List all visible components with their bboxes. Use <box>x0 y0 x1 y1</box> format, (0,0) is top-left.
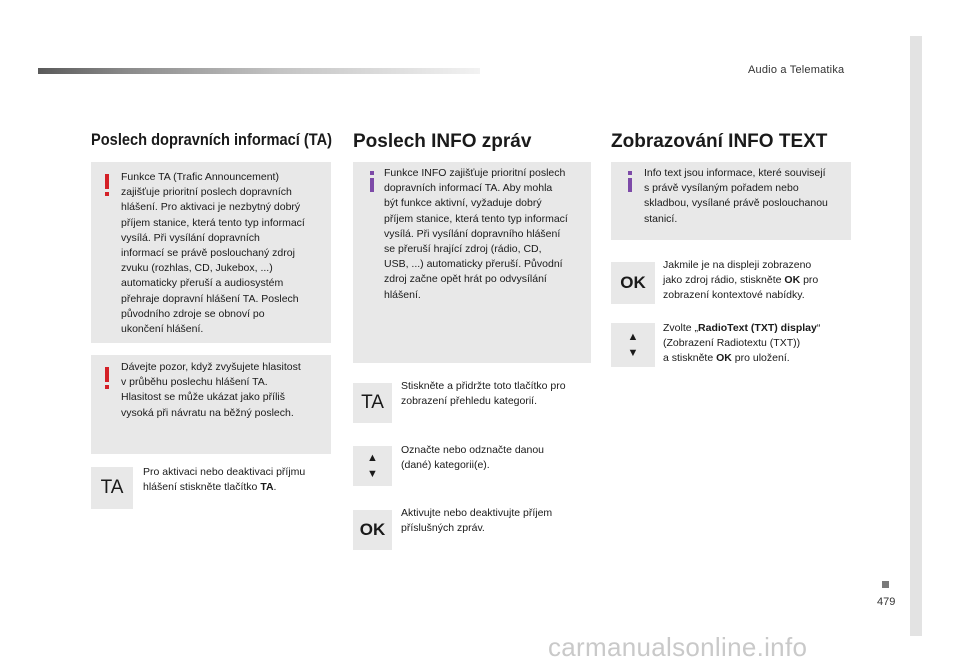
col3-info-text: Info text jsou informace, které souvisejí s právě vysílaným pořadem nebo skladbou, vysílané právě poslouchanou stanicí. <box>644 167 828 225</box>
warning-icon-dot <box>105 192 109 196</box>
warning-icon-dot <box>105 385 109 389</box>
col1-warning-text-2: Dávejte pozor, když zvyšujete hlasitost v průběhu poslechu hlášení TA. Hlasitost se může ukázat jako příliš vysoká při návratu na běžný poslech. <box>121 361 301 419</box>
col1-warning-box-1 <box>91 162 331 343</box>
arrow-down-icon: ▼ <box>367 467 378 480</box>
page-marker <box>882 581 889 588</box>
ta-button-icon: TA <box>91 467 133 509</box>
up-down-arrows-icon <box>611 323 655 367</box>
col2-step2-text: Označte nebo odznačte danou (dané) kategorii(e). <box>401 444 545 472</box>
info-icon-dot <box>370 171 374 175</box>
ok-button-icon: OK <box>611 262 655 304</box>
ok-button-icon: OK <box>353 510 392 550</box>
col1-title: Poslech dopravních informací (TA) <box>91 130 333 149</box>
col2-info-box <box>353 162 591 363</box>
info-icon-dot <box>628 171 632 175</box>
header-title: Audio a Telematika <box>748 64 845 76</box>
warning-icon <box>105 367 109 382</box>
col1-warning-text-1: Funkce TA (Trafic Announcement) zajišťuje prioritní poslech dopravních hlášení. Pro aktivaci je nezbytný dobrý příjem stanice, která tento typ informací vysílá. Při vysílání dopravních informací se právě poslouchaný zdroj zvuku (rozhlas, CD, Jukebox, ...) automaticky přeruší a audiosystém přehraje dopravní hlášení TA. Poslech původního zdroje se obnoví po ukončení hlášení. <box>121 171 305 336</box>
col2-step1-text: Stiskněte a přidržte toto tlačítko pro zobrazení přehledu kategorií. <box>401 380 566 408</box>
arrow-down-icon: ▼ <box>627 346 639 359</box>
info-icon <box>628 178 632 192</box>
page-edge-strip <box>910 36 922 636</box>
page-number: 479 <box>877 596 896 608</box>
col2-info-text: Funkce INFO zajišťuje prioritní poslech dopravních informací TA. Aby mohla být funkce aktivní, vyžaduje dobrý příjem stanice, která tento typ informací vysílá. Při vysílání dopravního hlášení se přeruší hrající zdroj (rádio, CD, USB, ...) automaticky přeruší. Původní zdroj začne opět hrát po odvysílání hlášení. <box>384 167 568 301</box>
header-gradient-bar <box>38 68 480 74</box>
col1-warning-box-2 <box>91 355 331 454</box>
warning-icon <box>105 174 109 189</box>
arrow-up-icon: ▲ <box>367 451 378 464</box>
col2-step3-text: Aktivujte nebo deaktivujte příjem příslušných zpráv. <box>401 507 553 535</box>
info-icon <box>370 178 374 192</box>
up-down-arrows-icon <box>353 446 392 486</box>
arrow-up-icon: ▲ <box>627 330 639 343</box>
col3-info-box <box>611 162 851 240</box>
col2-title: Poslech INFO zpráv <box>353 131 532 152</box>
ta-button-icon: TA <box>353 383 392 423</box>
col3-step2-text: Zvolte „RadioText (TXT) display“ (Zobrazení Radiotextu (TXT)) a stiskněte OK pro uložení. <box>663 322 821 365</box>
watermark: carmanualsonline.info <box>548 632 808 662</box>
col3-title: Zobrazování INFO TEXT <box>611 131 828 152</box>
col3-step1-text: Jakmile je na displeji zobrazeno jako zdroj rádio, stiskněte OK pro zobrazení kontextové nabídky. <box>663 259 819 302</box>
col1-step-text: Pro aktivaci nebo deaktivaci příjmu hlášení stiskněte tlačítko TA. <box>143 466 306 494</box>
